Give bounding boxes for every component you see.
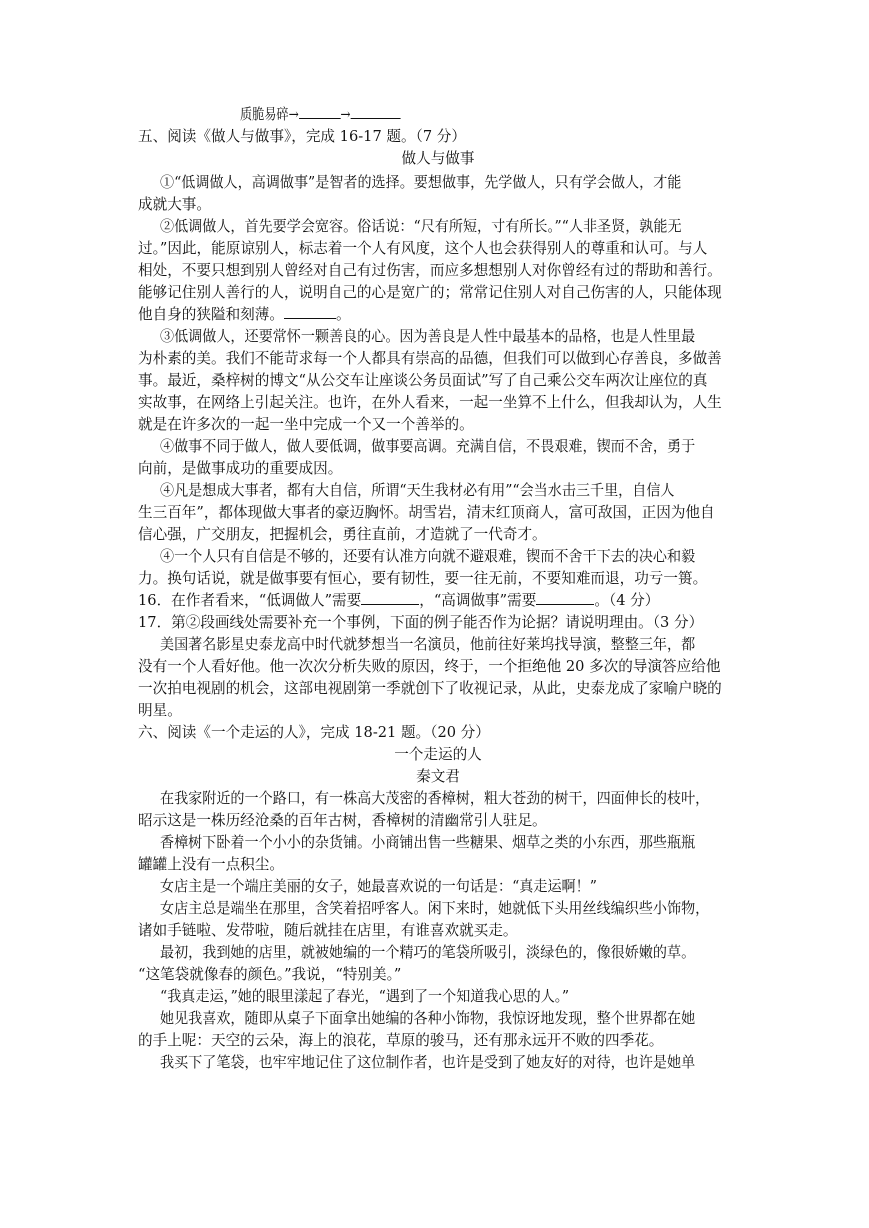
- paragraph-line: 没有一个人看好他。他一次次分析失败的原因，终于，一个拒绝他 20 多次的导演答应给他: [138, 658, 721, 675]
- answer-blank[interactable]: [284, 304, 336, 319]
- paragraph-line: ③低调做人，还要常怀一颗善良的心。因为善良是人性中最基本的品格，也是人性里最: [160, 328, 696, 345]
- answer-blank[interactable]: [351, 104, 401, 119]
- paragraph-line: 女店主是一个端庄美丽的女子，她最喜欢说的一句话是：“真走运啊！”: [160, 878, 597, 895]
- question-17: 17．第②段画线处需要补充一个事例，下面的例子能否作为论据？请说明理由。（3 分）: [138, 614, 704, 631]
- paragraph-text: 。: [335, 306, 351, 323]
- paragraph-text: 他自身的狭隘和刻薄。: [138, 306, 284, 323]
- paragraph-line: ①“低调做人，高调做事”是智者的选择。要想做事，先学做人，只有学会做人，才能: [160, 174, 682, 191]
- paragraph-line: 力。换句话说，就是做事要有恒心，要有韧性，要一往无前，不要知难而退，功亏一篑。: [138, 570, 708, 587]
- paragraph-line: 我买下了笔袋，也牢牢地记住了这位制作者，也许是受到了她友好的对待，也许是她单: [160, 1054, 696, 1071]
- paragraph-line: 成就大事。: [138, 196, 211, 213]
- paragraph-line: 女店主总是端坐在那里，含笑着招呼客人。闲下来时，她就低下头用丝线编织些小饰物，: [160, 900, 710, 917]
- paragraph-line: ②低调做人，首先要学会宽容。俗话说：“尺有所短，寸有所长。”“人非圣贤，孰能无: [160, 218, 682, 235]
- paragraph-line: 相处，不要只想到别人曾经对自己有过伤害，而应多想想别人对你曾经有过的帮助和善行。: [138, 262, 722, 279]
- question-text: 16．在作者看来，“低调做人”需要: [138, 592, 362, 609]
- paragraph-line: “这笔袋就像春的颜色。”我说，“特别美。”: [138, 966, 402, 983]
- paragraph-line: 在我家附近的一个路口，有一株高大茂密的香樟树，粗大苍劲的树干，四面伸长的枝叶，: [160, 790, 710, 807]
- paragraph-line: 的手上呢：天空的云朵，海上的浪花，草原的骏马，还有那永远开不败的四季花。: [138, 1032, 664, 1049]
- question-text: 。（4 分）: [594, 592, 660, 609]
- paragraph-line: 香樟树下卧着一个小小的杂货铺。小商铺出售一些糖果、烟草之类的小东西，那些瓶瓶: [160, 834, 696, 851]
- paragraph-line: 就是在许多次的一起一坐中完成一个又一个善举的。: [138, 416, 474, 433]
- question-16: [138, 590, 738, 612]
- paragraph-line: 最初，我到她的店里，就被她编的一个精巧的笔袋所吸引，淡绿色的，像很娇嫩的草。: [160, 944, 696, 961]
- paragraph-line: 明星。: [138, 702, 182, 719]
- paragraph-line: 能够记住别人善行的人，说明自己的心是宽广的；常常记住别人对自己伤害的人，只能体现: [138, 284, 722, 301]
- paragraph-line: ④做事不同于做人，做人要低调，做事要高调。充满自信，不畏艰难，锲而不舍，勇于: [160, 438, 696, 455]
- article-title: 做人与做事: [401, 150, 475, 167]
- paragraph-line: 她见我喜欢，随即从桌子下面拿出她编的各种小饰物，我惊讶地发现，整个世界都在她: [160, 1010, 696, 1027]
- chain-start-text: 质脆易碎→: [240, 106, 299, 123]
- paragraph-line: 美国著名影星史泰龙高中时代就梦想当一名演员，他前往好莱坞找导演，整整三年，都: [160, 636, 696, 653]
- paragraph-line: 生三百年”，都体现做大事者的豪迈胸怀。胡雪岩，清末红顶商人，富可敌国，正因为他自: [138, 504, 715, 521]
- paragraph-line: ④一个人只有自信是不够的，还要有认准方向就不避艰难，锲而不舍干下去的决心和毅: [160, 548, 696, 565]
- answer-blank[interactable]: [536, 590, 594, 605]
- article-title: 一个走运的人: [394, 746, 482, 763]
- paragraph-line: 实故事，在网络上引起关注。也许，在外人看来，一起一坐算不上什么，但我却认为，人生: [138, 394, 722, 411]
- article-author: 秦文君: [416, 768, 460, 785]
- section-five-heading: 五、阅读《做人与做事》，完成 16-17 题。（7 分）: [138, 128, 466, 145]
- paragraph-line: ④凡是想成大事者，都有大自信，所谓“天生我材必有用”“会当水击三千里，自信人: [160, 482, 675, 499]
- paragraph-line: 罐罐上没有一点积尘。: [138, 856, 284, 873]
- paragraph-line-with-blank: [138, 304, 738, 326]
- paragraph-line: “我真走运，”她的眼里漾起了春光，“遇到了一个知道我心思的人。”: [160, 988, 570, 1005]
- paragraph-line: 一次拍电视剧的机会，这部电视剧第一季就创下了收视记录，从此，史泰龙成了家喻户晓的: [138, 680, 722, 697]
- paragraph-line: 信心强，广交朋友，把握机会，勇往直前，才造就了一代奇才。: [138, 526, 547, 543]
- answer-chain-line: [240, 104, 739, 126]
- paragraph-line: 诸如手链啦、发带啦，随后就挂在店里，有谁喜欢就买走。: [138, 922, 518, 939]
- paragraph-line: 过。”因此，能原谅别人，标志着一个人有风度，这个人也会获得别人的尊重和认可。与人: [138, 240, 708, 257]
- paragraph-line: 向前，是做事成功的重要成因。: [138, 460, 343, 477]
- paragraph-line: 为朴素的美。我们不能苛求每一个人都具有崇高的品德，但我们可以做到心存善良，多做善: [138, 350, 722, 367]
- paragraph-line: 昭示这是一株历经沧桑的百年古树，香樟树的清幽常引人驻足。: [138, 812, 547, 829]
- chain-arrow: →: [340, 106, 351, 123]
- question-text: ，“高调做事”需要: [419, 592, 537, 609]
- answer-blank[interactable]: [361, 590, 419, 605]
- section-six-heading: 六、阅读《一个走运的人》，完成 18-21 题。（20 分）: [138, 724, 490, 741]
- paragraph-line: 事。最近，桑梓树的博文“从公交车让座谈公务员面试”写了自己乘公交车两次让座位的真: [138, 372, 708, 389]
- answer-blank[interactable]: [299, 104, 341, 119]
